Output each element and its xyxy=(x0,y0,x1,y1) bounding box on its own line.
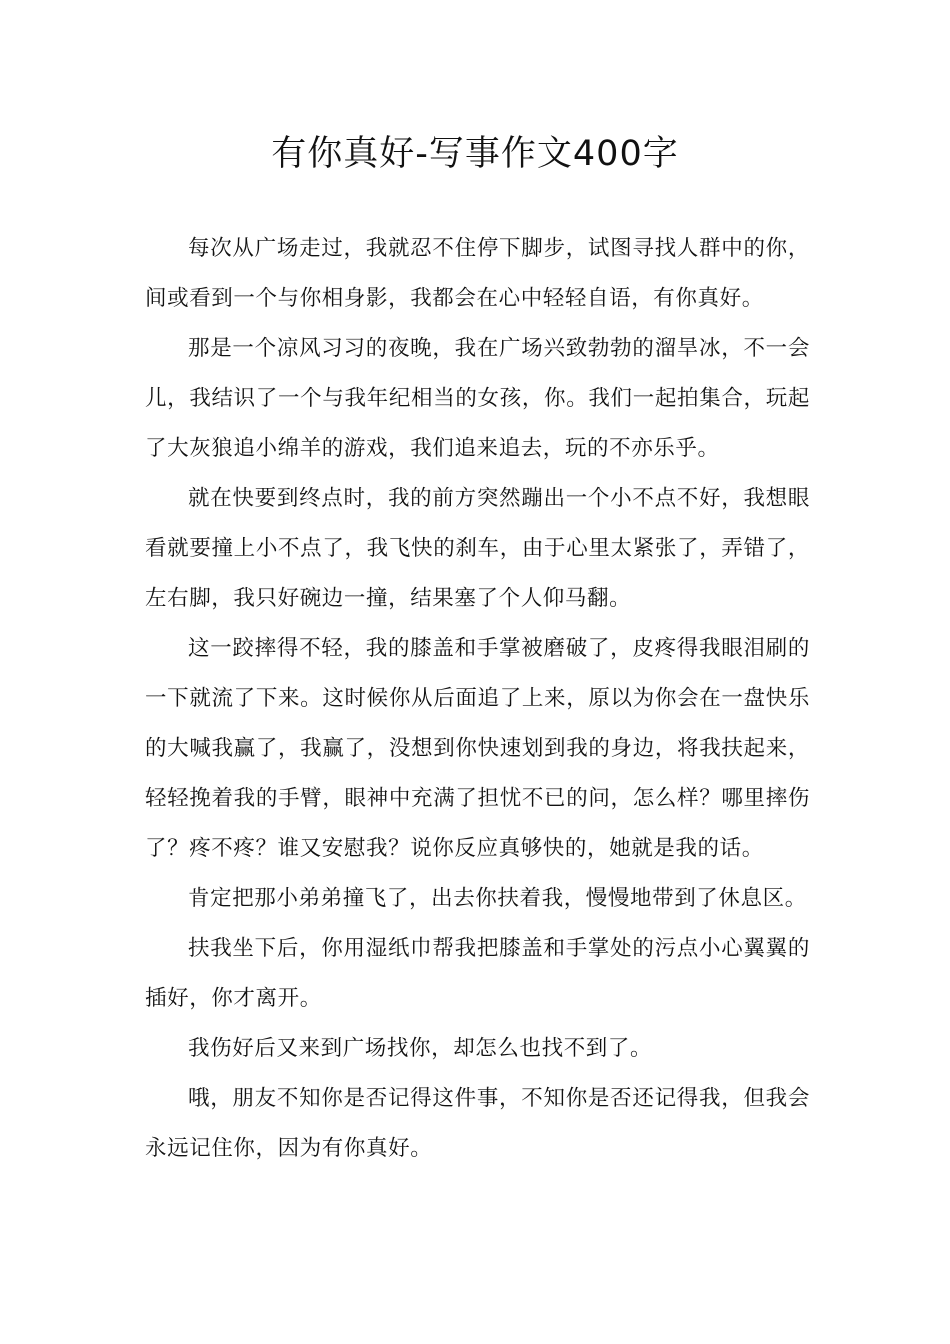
paragraph-3: 就在快要到终点时，我的前方突然蹦出一个小不点不好，我想眼看就要撞上小不点了，我飞快的刹车，由于心里太紧张了，弄错了，左右脚，我只好碗边一撞，结果塞了个人仰马翻。 xyxy=(145,486,810,611)
document-body xyxy=(145,224,810,1174)
paragraph-7: 我伤好后又来到广场找你，却怎么也找不到了。 xyxy=(188,1036,653,1061)
document-title: 有你真好-写事作文400字 xyxy=(271,134,679,174)
paragraph-5: 肯定把那小弟弟撞飞了，出去你扶着我，慢慢地带到了休息区。 xyxy=(188,886,807,911)
paragraph-6: 扶我坐下后，你用湿纸巾帮我把膝盖和手掌处的污点小心翼翼的插好，你才离开。 xyxy=(145,936,810,1011)
paragraph-1: 每次从广场走过，我就忍不住停下脚步，试图寻找人群中的你，间或看到一个与你相身影，我都会在心中轻轻自语，有你真好。 xyxy=(145,236,810,311)
paragraph-2: 那是一个凉风习习的夜晚，我在广场兴致勃勃的溜旱冰，不一会儿，我结识了一个与我年纪相当的女孩，你。我们一起拍集合，玩起了大灰狼追小绵羊的游戏，我们追来追去，玩的不亦乐乎。 xyxy=(145,336,810,461)
paragraph-8: 哦，朋友不知你是否记得这件事，不知你是否还记得我，但我会永远记住你，因为有你真好。 xyxy=(145,1086,810,1161)
paragraph-4: 这一跤摔得不轻，我的膝盖和手掌被磨破了，皮疼得我眼泪刷的一下就流了下来。这时候你从后面追了上来，原以为你会在一盘快乐的大喊我赢了，我赢了，没想到你快速划到我的身边，将我扶起来，轻轻挽着我的手臂，眼神中充满了担忧不已的问，怎么样？哪里摔伤了？疼不疼？谁又安慰我？说你反应真够快的，她就是我的话。 xyxy=(145,636,810,861)
